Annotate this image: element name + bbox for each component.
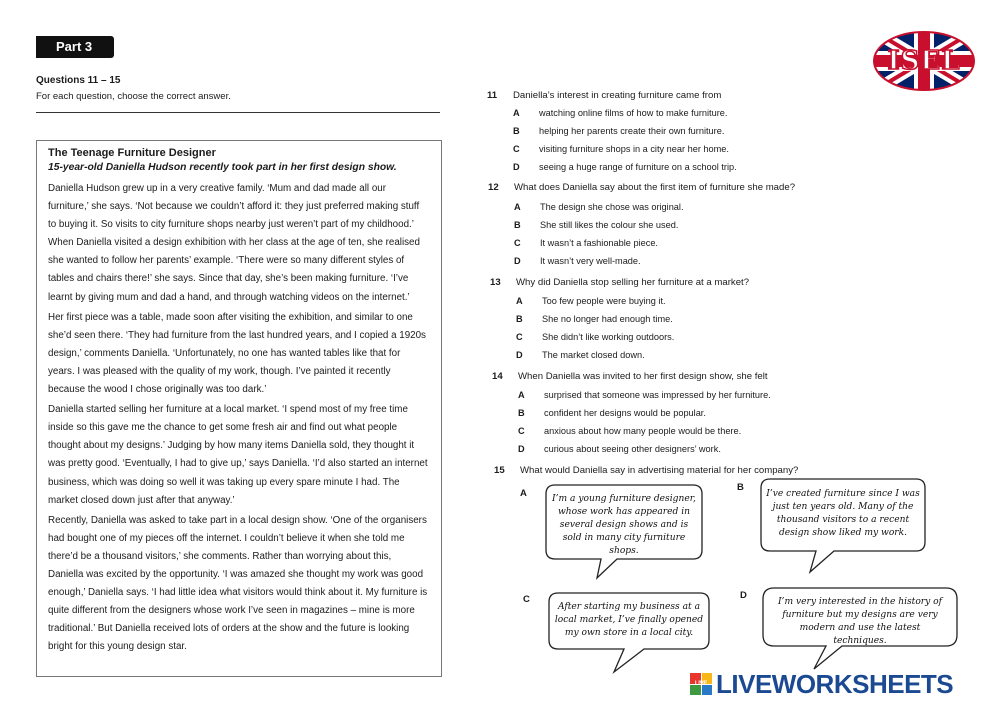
option-text: anxious about how many people would be there. bbox=[544, 426, 742, 436]
article-subtitle: 15-year-old Daniella Hudson recently took part in her first design show. bbox=[48, 162, 397, 173]
speech-bubble-b[interactable] bbox=[760, 478, 926, 574]
option-letter: B bbox=[513, 126, 520, 136]
liveworksheets-badge-text: LIVE bbox=[694, 681, 708, 687]
option-text: The market closed down. bbox=[542, 350, 645, 360]
option-11-d[interactable] bbox=[513, 162, 737, 172]
option-11-a[interactable] bbox=[513, 108, 727, 118]
option-text: watching online films of how to make furniture. bbox=[539, 108, 728, 118]
option-text: She no longer had enough time. bbox=[542, 314, 673, 324]
question-number: 15 bbox=[494, 465, 505, 476]
option-letter: A bbox=[518, 390, 525, 400]
speech-bubble-text: After starting my business at a local market, I’ve finally opened my own store in a local city. bbox=[554, 602, 704, 638]
option-text: confident her designs would be popular. bbox=[544, 408, 706, 418]
option-letter: C bbox=[513, 144, 520, 154]
article-paragraph-1: Daniella Hudson grew up in a very creative family. ‘Mum and dad made all our furniture,’ she says. ‘Not because we couldn’t afford it: they just preferred making stuff to buying it. So visits to city furniture shops nearby just weren’t part of my childhood.’ When Daniella visited a design exhibition with her class at the age of ten, she realised she wanted to follow her parents’ example. ‘There were so many different styles of tables and chairs there!’ she says. Since that day, she’s been making furniture. ‘I’ve learnt by giving mum and dad a hand, and through watching videos on the internet.’ bbox=[48, 183, 420, 303]
option-letter: B bbox=[516, 314, 523, 324]
question-text: Daniella’s interest in creating furniture came from bbox=[513, 90, 722, 101]
question-text: When Daniella was invited to her first design show, she felt bbox=[518, 371, 768, 382]
option-letter: B bbox=[518, 408, 525, 418]
liveworksheets-logo bbox=[690, 668, 990, 700]
option-text: seeing a huge range of furniture on a school trip. bbox=[539, 162, 737, 172]
article-paragraph-3: Daniella started selling her furniture at a local market. ‘I spend most of my free time inside so this gave me the chance to get some fresh air and find out what people thought about my designs.’ Judging by how many items Daniella sold, they thought it was pretty good. ‘Eventually, I had to give up,’ says Daniella. ‘I’d also started an internet business, which was doing so well it was taking up every spare minute I had. The market closed down just after that anyway.’ bbox=[48, 404, 428, 506]
speech-bubble-a[interactable] bbox=[545, 484, 703, 580]
bubble-letter-c: C bbox=[523, 594, 530, 605]
option-letter: C bbox=[516, 332, 523, 342]
question-text: What would Daniella say in advertising material for her company? bbox=[520, 465, 799, 476]
option-text: It wasn’t very well-made. bbox=[540, 256, 641, 266]
option-text: The design she chose was original. bbox=[540, 202, 684, 212]
option-letter: D bbox=[518, 444, 525, 454]
option-13-b[interactable] bbox=[516, 314, 673, 324]
option-letter: D bbox=[514, 256, 521, 266]
option-text: surprised that someone was impressed by her furniture. bbox=[544, 390, 771, 400]
option-12-d[interactable] bbox=[514, 256, 641, 266]
question-text: Why did Daniella stop selling her furniture at a market? bbox=[516, 277, 750, 288]
speech-bubble-c[interactable] bbox=[548, 592, 710, 674]
option-text: Too few people were buying it. bbox=[542, 296, 666, 306]
question-number: 13 bbox=[490, 277, 501, 288]
option-letter: D bbox=[516, 350, 523, 360]
option-letter: A bbox=[513, 108, 520, 118]
option-14-b[interactable] bbox=[518, 408, 706, 418]
option-13-c[interactable] bbox=[516, 332, 674, 342]
article-paragraph-4: Recently, Daniella was asked to take part in a local design show. ‘One of the organisers had bought one of my pieces off the internet. I couldn’t believe it when she told me there’d be a thousand visitors,’ she comments. Rather than worrying about this, Daniella was excited by the opportunity. ‘I was amazed she thought my work was good enough,’ Daniella says. ‘I had little idea what visitors would think about it. My furniture is quite different from the designers whose work I’ve seen in magazines – mine is more traditional.’ But Daniella received lots of orders at the show and the future is looking bright for this young design star. bbox=[48, 514, 428, 653]
option-letter: C bbox=[514, 238, 521, 248]
option-11-b[interactable] bbox=[513, 126, 724, 136]
option-letter: D bbox=[513, 162, 520, 172]
speech-bubble-d[interactable] bbox=[762, 587, 958, 671]
speech-bubble-text: I’m a young furniture designer, whose work has appeared in several design shows and is sold in many city furniture shops. bbox=[552, 494, 696, 556]
option-text: helping her parents create their own furniture. bbox=[539, 126, 725, 136]
question-number: 14 bbox=[492, 371, 503, 382]
article-box bbox=[36, 140, 442, 677]
option-text: curious about seeing other designers’ work. bbox=[544, 444, 721, 454]
option-11-c[interactable] bbox=[513, 144, 729, 154]
liveworksheets-wordmark: LIVEWORKSHEETS bbox=[716, 669, 954, 699]
option-14-c[interactable] bbox=[518, 426, 741, 436]
option-14-a[interactable] bbox=[518, 390, 771, 400]
question-text: What does Daniella say about the first item of furniture she made? bbox=[514, 182, 796, 193]
option-letter: A bbox=[516, 296, 523, 306]
question-number: 12 bbox=[488, 182, 499, 193]
option-text: She still likes the colour she used. bbox=[540, 220, 679, 230]
option-letter: A bbox=[514, 202, 521, 212]
bubble-letter-b: B bbox=[737, 482, 744, 493]
article-body bbox=[48, 180, 428, 658]
article-title: The Teenage Furniture Designer bbox=[48, 147, 216, 159]
option-text: She didn’t like working outdoors. bbox=[542, 332, 675, 342]
speech-bubble-text: I’ve created furniture since I was just ten years old. Many of the thousand visitors to a recent design show liked my work. bbox=[766, 489, 920, 538]
isel-logo bbox=[872, 30, 976, 92]
option-12-c[interactable] bbox=[514, 238, 658, 248]
questions-range: Questions 11 – 15 bbox=[36, 75, 121, 86]
option-13-a[interactable] bbox=[516, 296, 666, 306]
question-number: 11 bbox=[487, 90, 498, 101]
option-12-a[interactable] bbox=[514, 202, 684, 212]
option-text: It wasn’t a fashionable piece. bbox=[540, 238, 658, 248]
divider bbox=[36, 112, 440, 113]
option-13-d[interactable] bbox=[516, 350, 645, 360]
bubble-letter-d: D bbox=[740, 590, 747, 601]
bubble-letter-a: A bbox=[520, 488, 527, 499]
speech-bubble-text: I’m very interested in the history of furniture but my designs are very modern and use the latest techniques. bbox=[777, 597, 943, 646]
part-badge: Part 3 bbox=[36, 36, 114, 58]
isel-logo-text: ISEL bbox=[887, 46, 961, 76]
option-12-b[interactable] bbox=[514, 220, 678, 230]
option-text: visiting furniture shops in a city near her home. bbox=[539, 144, 729, 154]
option-14-d[interactable] bbox=[518, 444, 721, 454]
option-letter: B bbox=[514, 220, 521, 230]
article-paragraph-2: Her first piece was a table, made soon after visiting the exhibition, and similar to one she’d seen there. ‘They had furniture from the last hundred years, and I copied a 1920s design,’ comments Daniella. ‘Unfortunately, no one has wanted tables like that for years. I was pleased with the quality of my work, though. I’ve painted it recently because the wood I chose originally was too dark.’ bbox=[48, 311, 426, 396]
instruction: For each question, choose the correct answer. bbox=[36, 91, 231, 102]
option-letter: C bbox=[518, 426, 525, 436]
